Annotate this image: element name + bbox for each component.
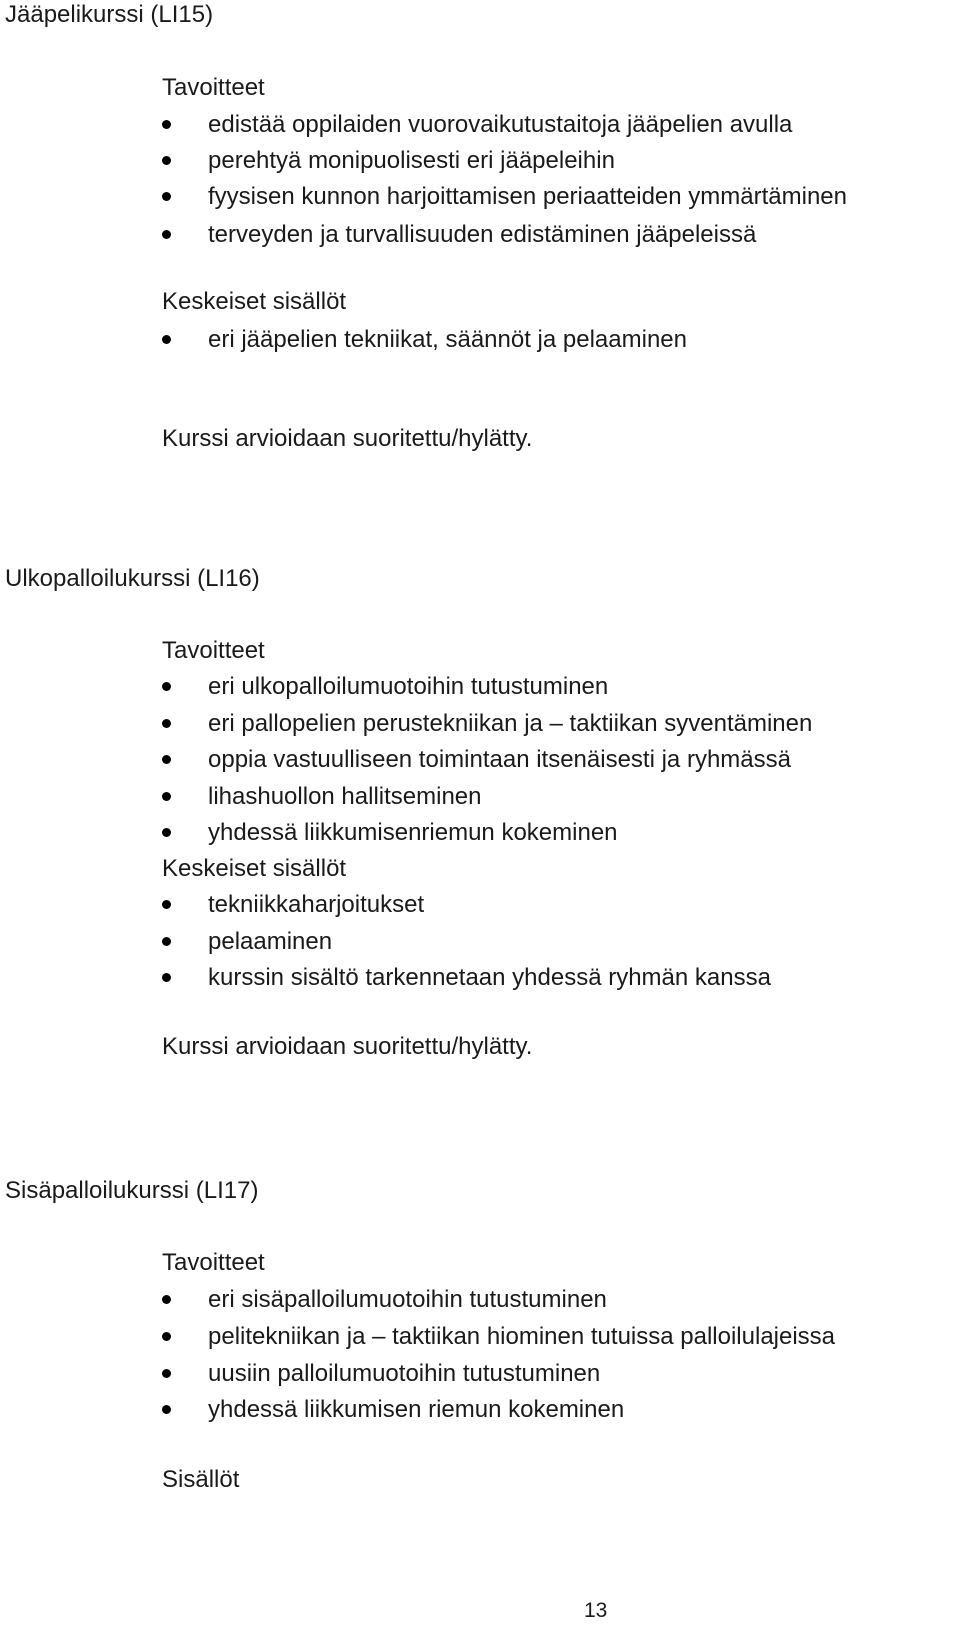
content-heading: Keskeiset sisällöt xyxy=(162,855,347,882)
section-title: Sisäpalloilukurssi (LI17) xyxy=(5,1177,259,1204)
bullet-icon xyxy=(162,682,171,691)
bullet-icon xyxy=(162,120,171,129)
bullet-icon xyxy=(162,755,171,764)
assessment-text: Kurssi arvioidaan suoritettu/hylätty. xyxy=(162,425,533,452)
bullet-icon xyxy=(162,1369,171,1378)
section-title: Ulkopalloilukurssi (LI16) xyxy=(5,565,260,592)
goals-heading: Tavoitteet xyxy=(162,1249,265,1276)
page-number: 13 xyxy=(584,1599,608,1622)
content-heading: Keskeiset sisällöt xyxy=(162,288,347,315)
bullet-icon xyxy=(162,156,171,165)
bullet-icon xyxy=(162,828,171,837)
bullet-icon xyxy=(162,192,171,201)
bullet-icon xyxy=(162,1405,171,1414)
bullet-icon xyxy=(162,900,171,909)
section-title: Jääpelikurssi (LI15) xyxy=(5,1,214,28)
content-heading: Sisällöt xyxy=(162,1466,240,1493)
bullet-icon xyxy=(162,792,171,801)
bullet-icon xyxy=(162,1332,171,1341)
document-page: Jääpelikurssi (LI15) Tavoitteet edistää oppilaiden vuorovaikutustaitoja jääpelien avulla perehtyä monipuolisesti eri jääpeleihin fyysisen kunnon harjoittamisen periaatteiden ymmärtäminen terveyden ja turvallisuuden edistäminen jääpeleissä Keskeiset sisällöt eri jääpelien tekniikat, säännöt ja pelaaminen Kurssi arvioidaan suoritettu/hylätty. Ulkopalloilukurssi (LI16) Tavoitteet eri ulkopalloilumuotoihin tutustuminen eri pallopelien perustekniikan ja – taktiikan syventäminen oppia vastuulliseen toimintaan itsenäisesti ja ryhmässä lihashuollon hallitseminen yhdessä liikkumisenriemun kokeminen Keskeiset sisällöt tekniikkaharjoitukset pelaaminen kurssin sisältö tarkennetaan yhdessä ryhmän kanssa Kurssi arvioidaan suoritettu/hylätty. Sisäpalloilukurssi (LI17) Tavoitteet eri sisäpalloilumuotoihin tutustuminen pelitekniikan ja – taktiikan hiominen tutuissa palloilulajeissa uusiin palloilumuotoihin tutustuminen yhdessä liikkumisen riemun kokeminen Sisällöt 13 xyxy=(5,1,847,1622)
bullet-icon xyxy=(162,230,171,239)
goals-heading: Tavoitteet xyxy=(162,637,265,664)
bullet-icon xyxy=(162,1295,171,1304)
bullet-icon xyxy=(162,973,171,982)
assessment-text: Kurssi arvioidaan suoritettu/hylätty. xyxy=(162,1033,533,1060)
goals-heading: Tavoitteet xyxy=(162,74,265,101)
bullet-icon xyxy=(162,335,171,344)
bullet-icon xyxy=(162,719,171,728)
bullet-icon xyxy=(162,937,171,946)
